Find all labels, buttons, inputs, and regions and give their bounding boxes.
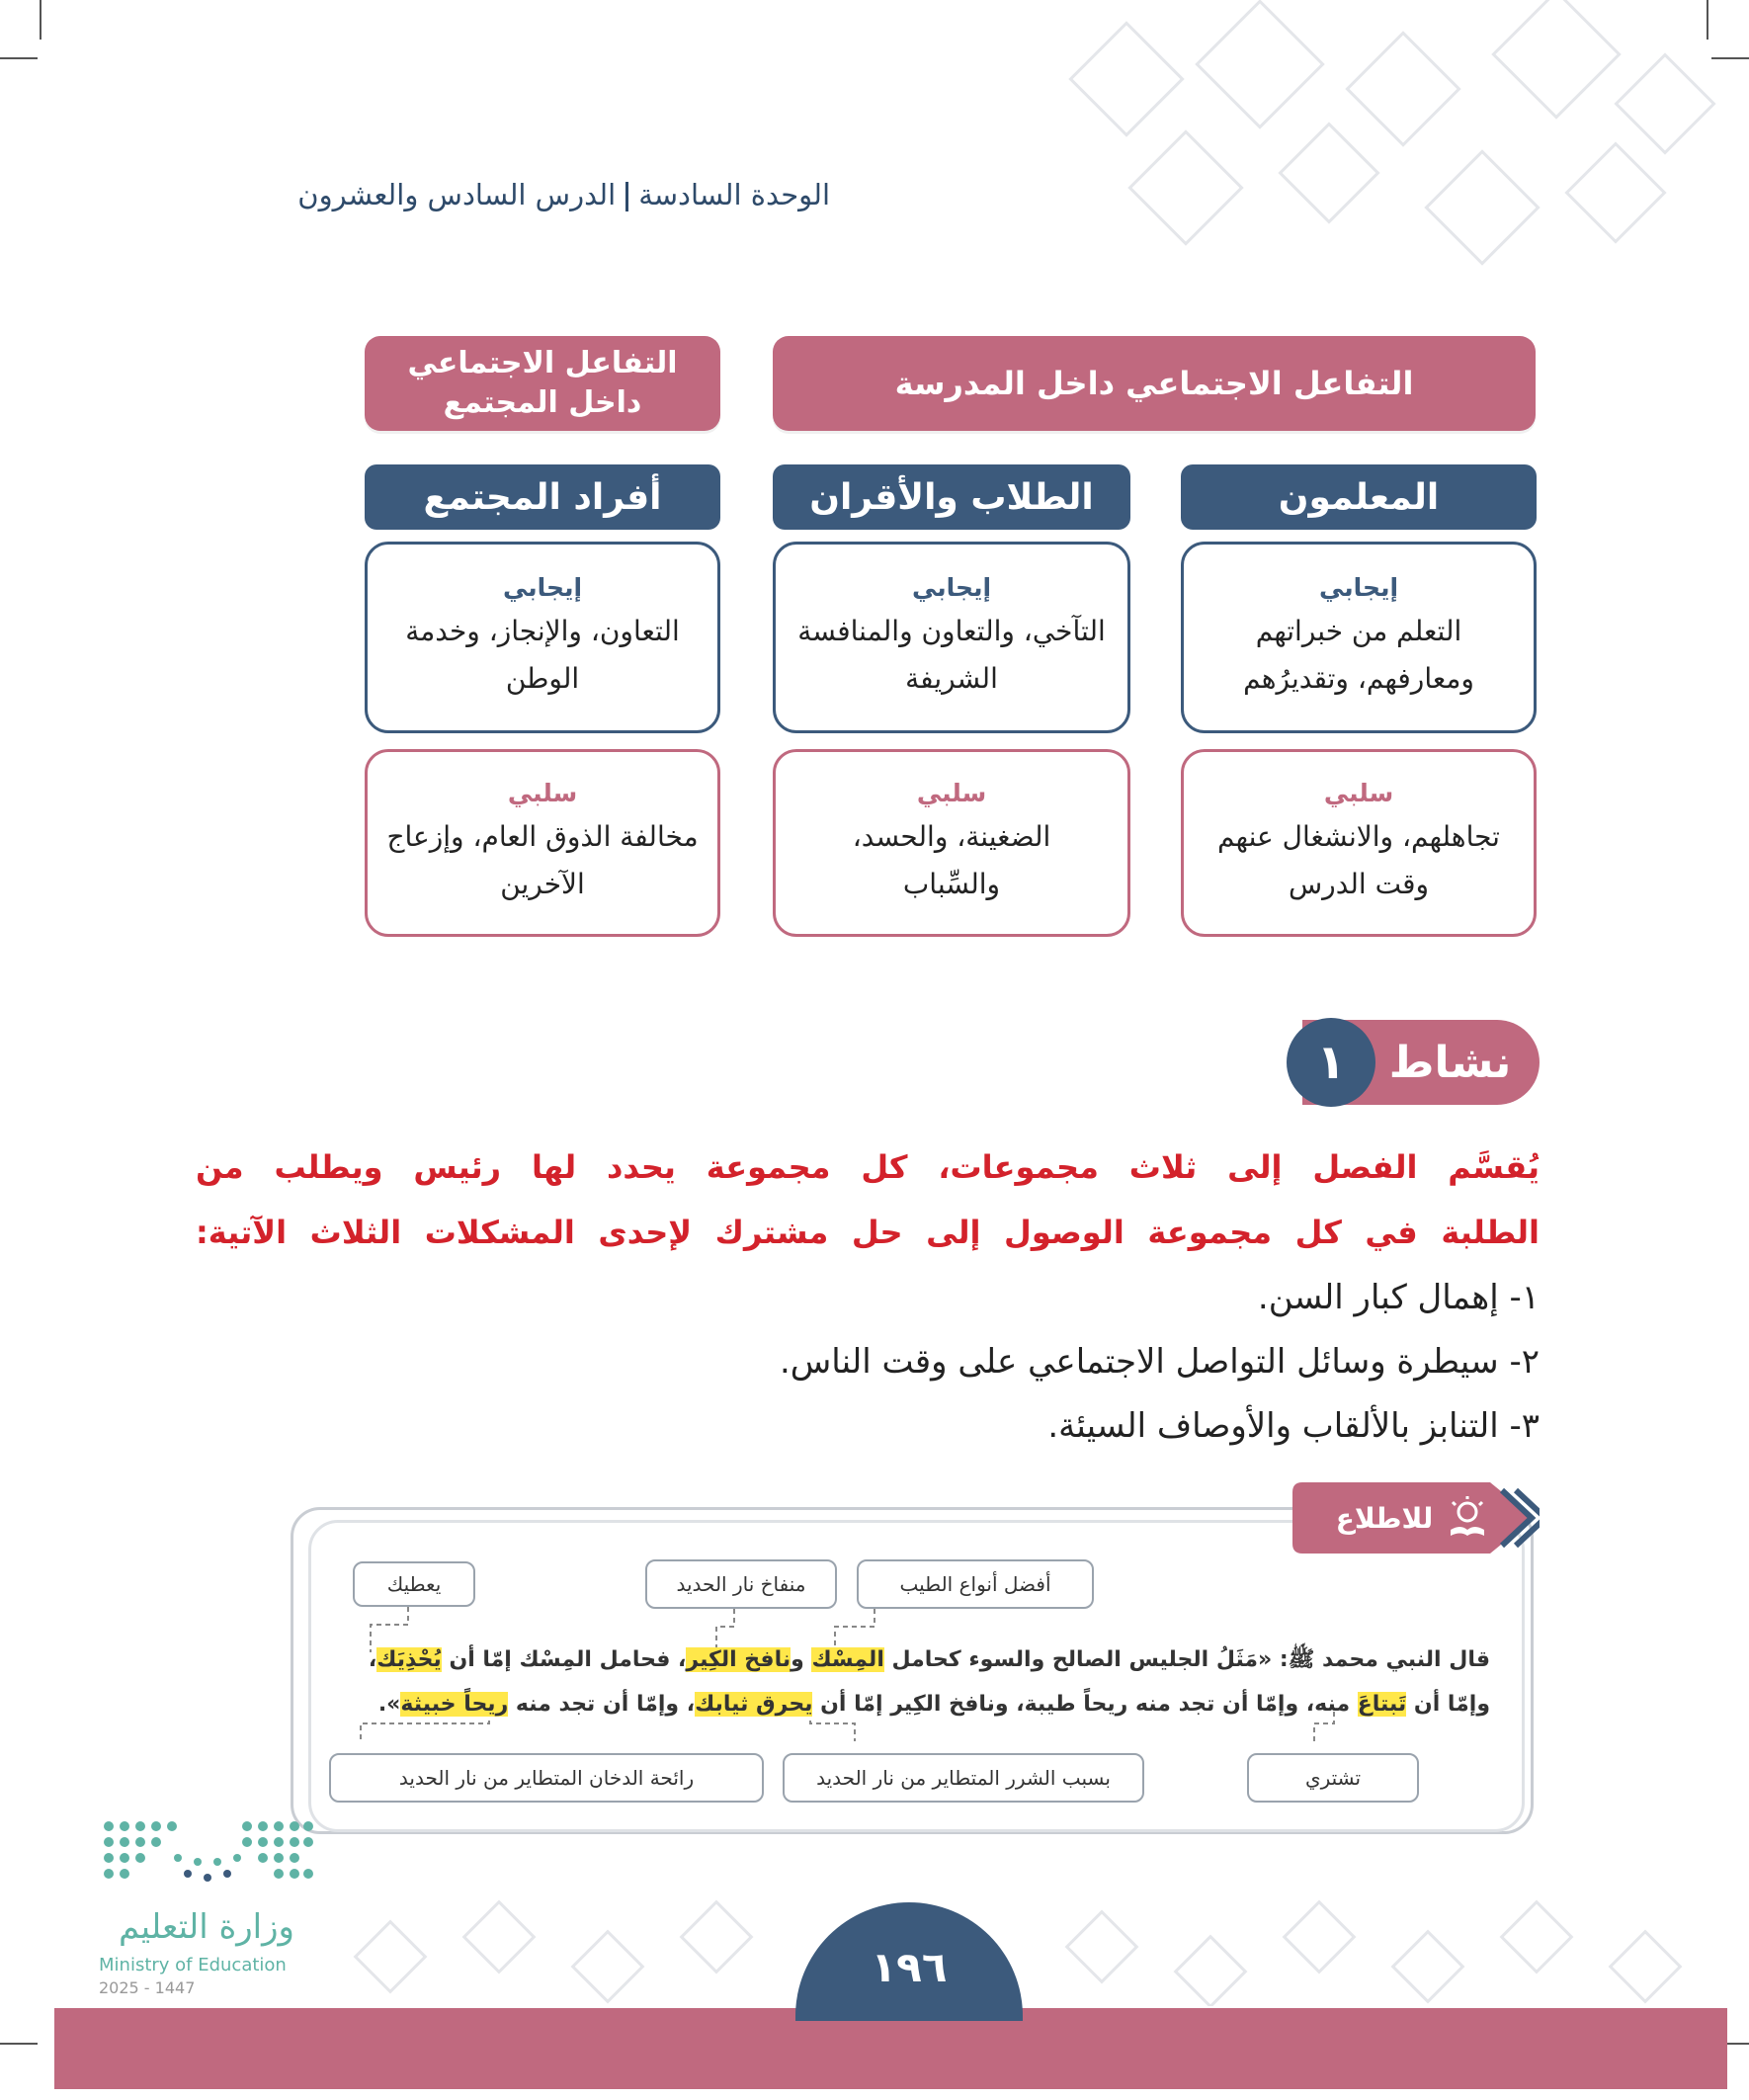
crop-mark [0,2043,38,2045]
card-text: الضغينة، والحسد، [852,819,1051,853]
info-box-title: للاطلاع [1335,1501,1434,1535]
card-text: التعاون، والإنجاز، وخدمة [405,614,680,647]
page-number: ١٩٦ [871,1942,948,1991]
card-text: الشريفة [905,661,998,695]
gloss-box: يعطيك [353,1561,475,1607]
lesson-title: الدرس السادس والعشرون [297,178,617,211]
negative-card-teachers [1181,749,1537,937]
card-text: التعلم من خبراتهم [1255,614,1462,647]
hadith-text: منه، وإمّا أن تجد منه ريحاً طيبة، ونافخ الكِير إمّا أن [812,1692,1358,1717]
community-title-line2: داخل المجتمع [443,385,642,420]
column-title: المعلمون [1278,476,1440,518]
negative-label: سلبي [507,778,578,807]
positive-card-students [773,542,1130,733]
header-separator [625,182,628,211]
negative-card-students [773,749,1130,937]
activity-number: ١ [1287,1018,1375,1107]
column-head-community [365,464,720,530]
highlighted-word: ريحاً خبيثة [400,1692,509,1717]
hadith-text: ، [368,1647,377,1672]
activity-item: ٣- التنابز بالألقاب والأوصاف السيئة. [1047,1406,1540,1446]
ministry-name-english: Ministry of Education [99,1955,287,1975]
column-head-students [773,464,1130,530]
page-header [277,178,830,211]
hadith-text: ، وإمّا أن تجد منه [508,1692,696,1717]
column-title: أفراد المجتمع [423,476,662,518]
activity-label: نشاط [1388,1037,1512,1088]
positive-label: إيجابي [502,572,583,602]
positive-card-community [365,542,720,733]
edition-year: 2025 - 1447 [99,1978,196,1997]
card-text: وقت الدرس [1289,867,1430,900]
activity-item: ٢- سيطرة وسائل التواصل الاجتماعي على وقت الناس. [779,1342,1540,1382]
positive-label: إيجابي [1318,572,1399,602]
activity-instruction-line1: يُقسَّم الفصل إلى ثلاث مجموعات، كل مجموعة يحدد لها رئيس ويطلب من [196,1148,1540,1186]
positive-card-teachers [1181,542,1537,733]
hadith-text: ، فحامل المِسْك إمّا أن [441,1647,687,1672]
highlighted-word: نافخ الكِير [686,1647,791,1672]
lightbulb-book-icon [1445,1494,1490,1540]
highlighted-word: يحرق ثيابك [695,1692,813,1717]
highlighted-word: يُحْذِيَك [376,1647,442,1672]
crop-mark [40,0,42,40]
highlighted-word: تَبتاعَ [1357,1692,1407,1717]
community-title-line1: التفاعل الاجتماعي [407,346,678,380]
school-interaction-header [773,336,1536,431]
negative-card-community [365,749,720,937]
column-title: الطلاب والأقران [809,476,1094,518]
ministry-name-arabic: وزارة التعليم [119,1907,294,1947]
gloss-box: بسبب الشرر المتطاير من نار الحديد [783,1753,1144,1803]
card-text: التآخي، والتعاون والمنافسة [797,614,1106,647]
hadith-text: و [791,1647,812,1672]
card-text: الوطن [505,661,580,695]
activity-instruction-line2: الطلبة في كل مجموعة الوصول إلى حل مشترك لإحدى المشكلات الثلاث الآتية: [196,1214,1540,1251]
community-interaction-header [365,336,720,431]
hadith-line2 [255,1692,1490,1717]
gloss-box: منفاخ نار الحديد [645,1559,837,1609]
highlighted-word: المِسْك [811,1647,884,1672]
hadith-line1 [255,1645,1490,1677]
decorative-pattern [1047,0,1749,287]
hadith-text: قال النبي محمد ﷺ: «مَثَلُ الجليس الصالح والسوء كحامل [883,1647,1490,1672]
decorative-pattern [326,1892,1719,2006]
negative-label: سلبي [916,778,987,807]
positive-label: إيجابي [911,572,992,602]
card-text: والسِّباب [902,867,1001,900]
hadith-text: ». [377,1692,401,1717]
activity-item: ١- إهمال كبار السن. [1257,1278,1540,1317]
negative-label: سلبي [1323,778,1394,807]
hadith-text: وإمّا أن [1406,1692,1490,1717]
ministry-logo-dots [99,1816,316,1895]
gloss-box: تشتري [1247,1753,1419,1803]
gloss-connectors [296,1601,1532,1759]
gloss-box: رائحة الدخان المتطاير من نار الحديد [329,1753,764,1803]
school-interaction-title: التفاعل الاجتماعي داخل المدرسة [894,365,1414,402]
card-text: مخالفة الذوق العام، وإزعاج [386,819,699,853]
card-text: تجاهلهم، والانشغال عنهم [1217,819,1500,853]
gloss-box: أفضل أنواع الطيب [857,1559,1094,1609]
unit-title: الوحدة السادسة [638,178,830,211]
column-head-teachers [1181,464,1537,530]
crop-mark [0,57,38,59]
card-text: ومعارفهم، وتقديرُهم [1243,661,1474,695]
card-text: الآخرين [500,867,585,900]
